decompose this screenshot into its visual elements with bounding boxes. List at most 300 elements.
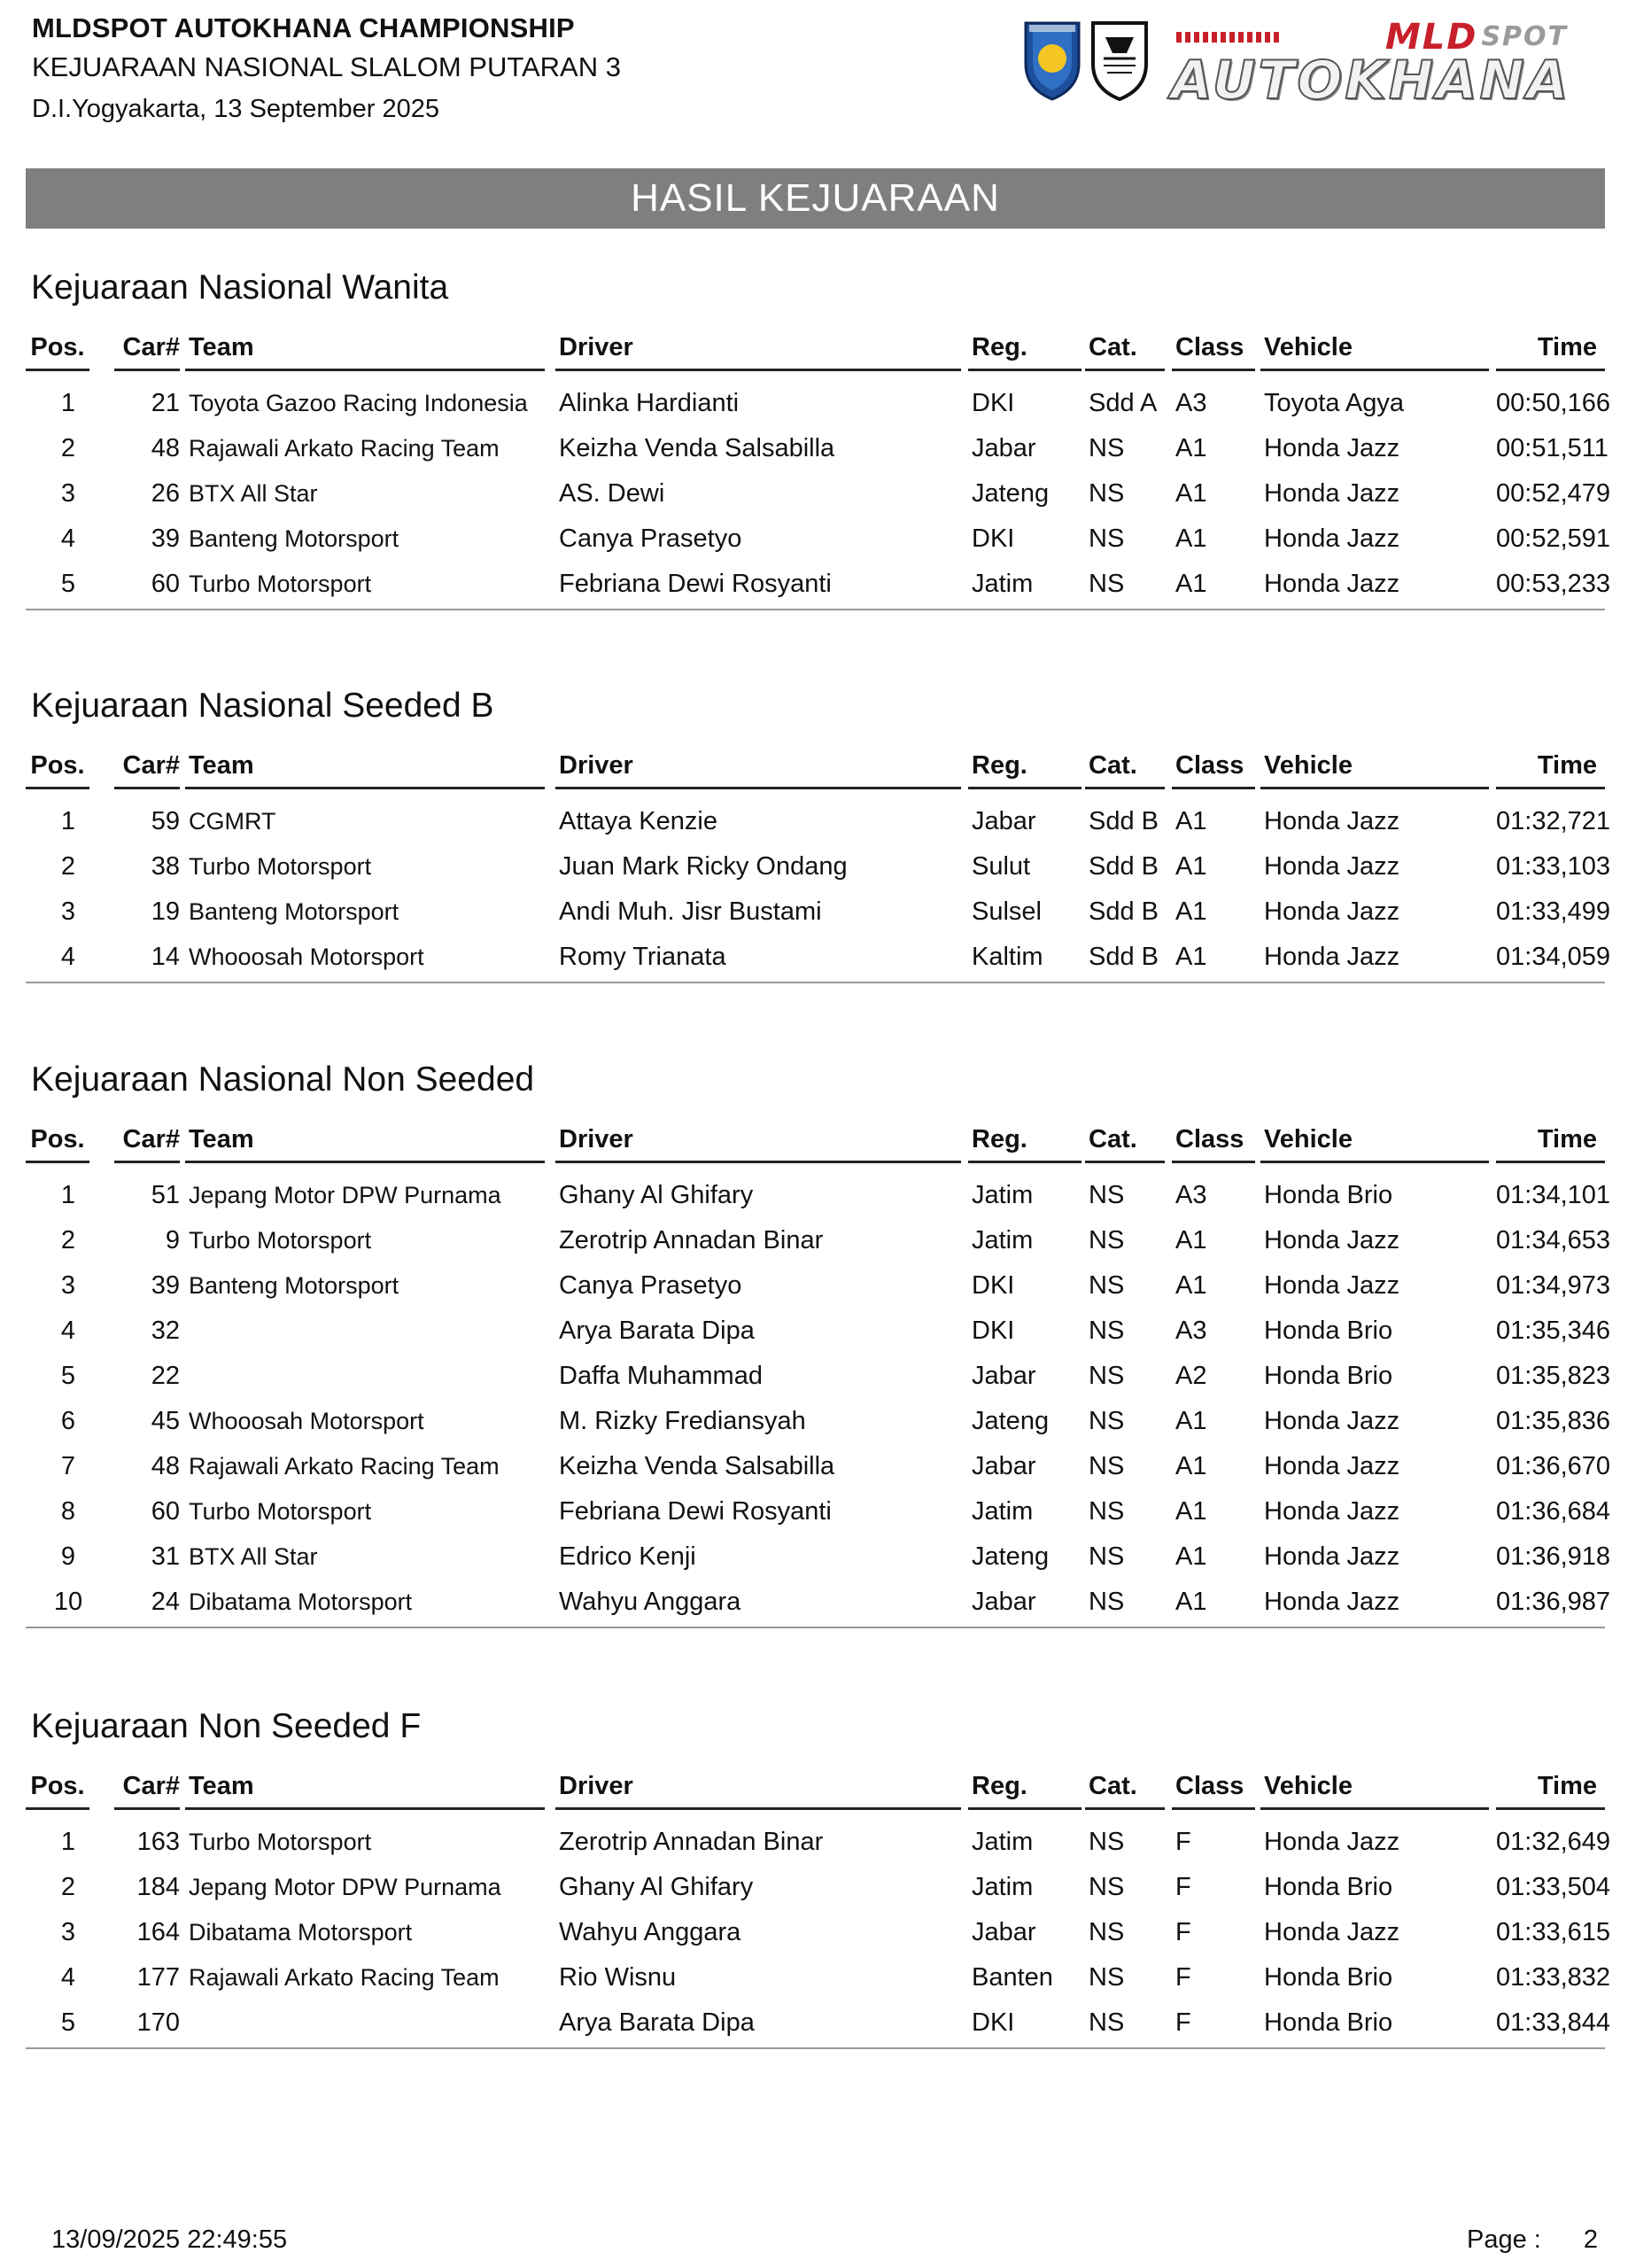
cell-class: A1 (1175, 434, 1207, 462)
column-header-reg: Reg. (968, 744, 1081, 789)
cell-class: F (1175, 1963, 1191, 1992)
cell-pos: 1 (60, 1828, 76, 1856)
cell-team: Jepang Motor DPW Purnama (189, 1874, 501, 1900)
table-row (26, 1263, 1611, 1309)
section-title: Kejuaraan Non Seeded F (31, 1707, 422, 1745)
section-title: Kejuaraan Nasional Seeded B (31, 687, 494, 725)
cell-vehicle: Honda Jazz (1264, 570, 1400, 598)
column-header-reg: Reg. (968, 1118, 1081, 1163)
cell-team: Banteng Motorsport (189, 525, 399, 552)
column-header-team: Team (185, 1118, 545, 1163)
column-header-team: Team (185, 326, 545, 371)
column-header-vehicle: Vehicle (1260, 1118, 1489, 1163)
column-header-pos: Pos. (26, 1765, 89, 1810)
cell-reg: Jabar (972, 1588, 1036, 1616)
cell-pos: 5 (60, 570, 76, 598)
table-row (26, 889, 1611, 935)
cell-time: 01:36,670 (1496, 1452, 1611, 1480)
cell-cat: Sdd B (1089, 852, 1159, 881)
cell-vehicle: Honda Jazz (1264, 479, 1400, 508)
cell-class: A1 (1175, 1542, 1207, 1571)
cell-time: 00:51,511 (1496, 434, 1609, 462)
cell-pos: 3 (60, 1918, 76, 1946)
cell-team: Banteng Motorsport (189, 1272, 399, 1299)
column-header-cat: Cat. (1085, 744, 1165, 789)
column-header-time: Time (1496, 326, 1605, 371)
cell-class: A1 (1175, 1588, 1207, 1616)
cell-class: A1 (1175, 1271, 1207, 1300)
column-header-time: Time (1496, 744, 1605, 789)
cell-car: 45 (151, 1407, 180, 1435)
print-timestamp: 13/09/2025 22:49:55 (51, 2225, 288, 2254)
cell-class: A1 (1175, 1226, 1207, 1254)
table-row (26, 562, 1611, 607)
table-bottom-rule (26, 2047, 1605, 2049)
cell-vehicle: Honda Jazz (1264, 1588, 1400, 1616)
cell-cat: Sdd B (1089, 943, 1159, 971)
table-row (26, 1580, 1611, 1625)
cell-driver: Juan Mark Ricky Ondang (559, 852, 848, 881)
table-row (26, 1910, 1611, 1955)
cell-cat: NS (1089, 1918, 1125, 1946)
championship-title: MLDSPOT AUTOKHANA CHAMPIONSHIP (32, 12, 575, 43)
column-header-team: Team (185, 1765, 545, 1810)
cell-driver: Febriana Dewi Rosyanti (559, 1497, 832, 1526)
cell-car: 170 (136, 2008, 180, 2037)
cell-reg: DKI (972, 389, 1015, 417)
cell-pos: 5 (60, 1362, 76, 1390)
column-header-driver: Driver (555, 744, 961, 789)
cell-time: 01:34,059 (1496, 943, 1611, 971)
cell-vehicle: Honda Jazz (1264, 1542, 1400, 1571)
cell-team: Turbo Motorsport (189, 853, 372, 880)
cell-car: 48 (151, 434, 180, 462)
cell-vehicle: Honda Brio (1264, 2008, 1393, 2037)
cell-driver: Canya Prasetyo (559, 524, 742, 553)
table-row (26, 426, 1609, 471)
cell-cat: NS (1089, 479, 1125, 508)
cell-team: Dibatama Motorsport (189, 1919, 413, 1946)
cell-car: 164 (136, 1918, 180, 1946)
cell-class: F (1175, 1918, 1191, 1946)
cell-vehicle: Toyota Agya (1264, 389, 1404, 417)
cell-pos: 1 (60, 389, 76, 417)
table-row (26, 1955, 1611, 2000)
table-row (26, 799, 1611, 844)
cell-time: 01:33,499 (1496, 897, 1611, 926)
table-row (26, 1218, 1611, 1263)
cell-car: 22 (151, 1362, 180, 1390)
cell-vehicle: Honda Brio (1264, 1317, 1393, 1345)
cell-time: 01:33,615 (1496, 1918, 1611, 1946)
cell-driver: Romy Trianata (559, 943, 726, 971)
logo-mld-text: MLD (1384, 17, 1478, 58)
cell-class: F (1175, 2008, 1191, 2037)
cell-car: 39 (151, 1271, 180, 1300)
cell-driver: Ghany Al Ghifary (559, 1181, 754, 1209)
cell-team: Rajawali Arkato Racing Team (189, 435, 500, 462)
table-row (26, 471, 1611, 517)
cell-reg: Jabar (972, 1452, 1036, 1480)
cell-cat: NS (1089, 1226, 1125, 1254)
cell-class: A3 (1175, 1181, 1207, 1209)
cell-cat: Sdd B (1089, 807, 1159, 835)
cell-pos: 2 (60, 852, 76, 881)
cell-team: Rajawali Arkato Racing Team (189, 1964, 500, 1991)
cell-vehicle: Honda Brio (1264, 1362, 1393, 1390)
cell-pos: 4 (60, 524, 76, 553)
page-number: 2 (1583, 2225, 1598, 2254)
cell-car: 26 (151, 479, 180, 508)
cell-vehicle: Honda Jazz (1264, 897, 1400, 926)
column-header-driver: Driver (555, 1118, 961, 1163)
table-row (26, 935, 1611, 980)
cell-team: Whooosah Motorsport (189, 1408, 424, 1434)
table-row (26, 381, 1611, 426)
cell-reg: Jatim (972, 1873, 1034, 1901)
cell-cat: Sdd B (1089, 897, 1159, 926)
cell-cat: NS (1089, 1317, 1125, 1345)
cell-driver: Edrico Kenji (559, 1542, 696, 1571)
cell-team: Dibatama Motorsport (189, 1588, 413, 1615)
cell-reg: Jateng (972, 479, 1050, 508)
cell-driver: Alinka Hardianti (559, 389, 740, 417)
cell-class: A1 (1175, 852, 1207, 881)
cell-pos: 10 (53, 1588, 83, 1616)
cell-time: 01:36,918 (1496, 1542, 1611, 1571)
cell-vehicle: Honda Jazz (1264, 434, 1400, 462)
cell-pos: 2 (60, 1873, 76, 1901)
cell-team: CGMRT (189, 808, 276, 835)
column-header-car: Car# (114, 1765, 180, 1810)
cell-driver: Keizha Venda Salsabilla (559, 1452, 835, 1480)
slalom-championship-emblem-icon (1088, 18, 1151, 103)
section-title: Kejuaraan Nasional Non Seeded (31, 1060, 535, 1099)
cell-reg: DKI (972, 2008, 1015, 2037)
cell-vehicle: Honda Jazz (1264, 1497, 1400, 1526)
cell-cat: NS (1089, 1828, 1125, 1856)
section-title: Kejuaraan Nasional Wanita (31, 268, 449, 307)
cell-time: 01:34,653 (1496, 1226, 1611, 1254)
column-header-pos: Pos. (26, 744, 89, 789)
cell-cat: NS (1089, 1588, 1125, 1616)
cell-car: 60 (151, 570, 180, 598)
column-header-car: Car# (114, 744, 180, 789)
cell-team: Rajawali Arkato Racing Team (189, 1453, 500, 1480)
cell-cat: NS (1089, 2008, 1125, 2037)
cell-team: Toyota Gazoo Racing Indonesia (189, 390, 528, 416)
cell-driver: Arya Barata Dipa (559, 2008, 755, 2037)
table-row (26, 2000, 1611, 2046)
logo-area (1010, 12, 1577, 110)
table-bottom-rule (26, 609, 1605, 610)
cell-pos: 3 (60, 479, 76, 508)
cell-team: Turbo Motorsport (189, 1829, 372, 1855)
cell-driver: Rio Wisnu (559, 1963, 677, 1992)
event-place-date: D.I.Yogyakarta, 13 September 2025 (32, 95, 440, 123)
results-banner: HASIL KEJUARAAN (26, 168, 1605, 229)
cell-reg: Kaltim (972, 943, 1043, 971)
cell-car: 38 (151, 852, 180, 881)
cell-car: 184 (136, 1873, 180, 1901)
cell-vehicle: Honda Jazz (1264, 1407, 1400, 1435)
cell-time: 01:33,103 (1496, 852, 1611, 881)
logo-stripes (1176, 32, 1283, 43)
table-bottom-rule (26, 982, 1605, 983)
cell-cat: NS (1089, 1873, 1125, 1901)
column-header-vehicle: Vehicle (1260, 744, 1489, 789)
column-header-class: Class (1172, 1765, 1255, 1810)
cell-time: 01:36,684 (1496, 1497, 1611, 1526)
cell-pos: 5 (60, 2008, 76, 2037)
table-row (26, 1309, 1611, 1354)
table-header (26, 744, 1605, 790)
cell-cat: NS (1089, 434, 1125, 462)
cell-cat: Sdd A (1089, 389, 1158, 417)
cell-vehicle: Honda Jazz (1264, 1452, 1400, 1480)
cell-car: 39 (151, 524, 180, 553)
cell-car: 48 (151, 1452, 180, 1480)
cell-cat: NS (1089, 1271, 1125, 1300)
cell-vehicle: Honda Jazz (1264, 807, 1400, 835)
table-row (26, 1489, 1611, 1534)
cell-driver: Canya Prasetyo (559, 1271, 742, 1300)
cell-car: 59 (151, 807, 180, 835)
table-row (26, 517, 1611, 562)
cell-reg: Jabar (972, 1918, 1036, 1946)
cell-driver: Keizha Venda Salsabilla (559, 434, 835, 462)
cell-time: 01:33,844 (1496, 2008, 1611, 2037)
column-header-car: Car# (114, 326, 180, 371)
cell-vehicle: Honda Jazz (1264, 524, 1400, 553)
cell-cat: NS (1089, 1181, 1125, 1209)
cell-reg: Banten (972, 1963, 1053, 1992)
event-subtitle: KEJUARAAN NASIONAL SLALOM PUTARAN 3 (32, 51, 621, 82)
cell-cat: NS (1089, 1407, 1125, 1435)
cell-driver: Daffa Muhammad (559, 1362, 763, 1390)
cell-pos: 2 (60, 434, 76, 462)
cell-reg: DKI (972, 1271, 1015, 1300)
table-row (26, 1444, 1611, 1489)
cell-vehicle: Honda Brio (1264, 1873, 1393, 1901)
cell-time: 01:33,832 (1496, 1963, 1611, 1992)
table-bottom-rule (26, 1627, 1605, 1628)
cell-pos: 4 (60, 943, 76, 971)
cell-cat: NS (1089, 1452, 1125, 1480)
cell-pos: 8 (60, 1497, 76, 1526)
cell-pos: 9 (60, 1542, 76, 1571)
table-row (26, 1865, 1611, 1910)
cell-driver: Zerotrip Annadan Binar (559, 1828, 824, 1856)
cell-car: 19 (151, 897, 180, 926)
column-header-team: Team (185, 744, 545, 789)
cell-class: A1 (1175, 1452, 1207, 1480)
cell-reg: Jatim (972, 570, 1034, 598)
column-header-car: Car# (114, 1118, 180, 1163)
logo-spot-text: SPOT (1481, 21, 1568, 52)
cell-cat: NS (1089, 1362, 1125, 1390)
column-header-reg: Reg. (968, 326, 1081, 371)
cell-reg: Jabar (972, 434, 1036, 462)
cell-car: 14 (151, 943, 180, 971)
column-header-pos: Pos. (26, 1118, 89, 1163)
cell-class: A1 (1175, 807, 1207, 835)
cell-pos: 3 (60, 897, 76, 926)
column-header-time: Time (1496, 1118, 1605, 1163)
cell-driver: Andi Muh. Jisr Bustami (559, 897, 822, 926)
cell-team: BTX All Star (189, 480, 318, 507)
cell-cat: NS (1089, 524, 1125, 553)
cell-driver: Arya Barata Dipa (559, 1317, 755, 1345)
cell-vehicle: Honda Brio (1264, 1963, 1393, 1992)
cell-time: 01:32,721 (1496, 807, 1611, 835)
column-header-pos: Pos. (26, 326, 89, 371)
document-header (32, 11, 621, 129)
cell-time: 01:33,504 (1496, 1873, 1611, 1901)
cell-class: A1 (1175, 524, 1207, 553)
cell-class: A1 (1175, 1407, 1207, 1435)
column-header-cat: Cat. (1085, 1118, 1165, 1163)
cell-driver: Attaya Kenzie (559, 807, 717, 835)
cell-cat: NS (1089, 1497, 1125, 1526)
table-header (26, 1118, 1605, 1164)
cell-car: 32 (151, 1317, 180, 1345)
column-header-class: Class (1172, 744, 1255, 789)
cell-reg: Jabar (972, 807, 1036, 835)
cell-time: 01:34,973 (1496, 1271, 1611, 1300)
cell-cat: NS (1089, 1963, 1125, 1992)
cell-time: 01:36,987 (1496, 1588, 1611, 1616)
column-header-class: Class (1172, 1118, 1255, 1163)
cell-class: A1 (1175, 943, 1207, 971)
cell-time: 01:32,649 (1496, 1828, 1611, 1856)
column-header-cat: Cat. (1085, 326, 1165, 371)
cell-time: 00:52,591 (1496, 524, 1611, 553)
cell-team: BTX All Star (189, 1543, 318, 1570)
column-header-driver: Driver (555, 326, 961, 371)
cell-cat: NS (1089, 570, 1125, 598)
cell-driver: Wahyu Anggara (559, 1588, 741, 1616)
cell-time: 01:34,101 (1496, 1181, 1611, 1209)
table-header (26, 326, 1605, 372)
cell-class: A1 (1175, 897, 1207, 926)
column-header-vehicle: Vehicle (1260, 326, 1489, 371)
cell-car: 60 (151, 1497, 180, 1526)
table-row (26, 1399, 1611, 1444)
table-header (26, 1765, 1605, 1811)
cell-time: 01:35,823 (1496, 1362, 1611, 1390)
imi-emblem-icon (1020, 18, 1084, 103)
cell-pos: 6 (60, 1407, 76, 1435)
cell-vehicle: Honda Jazz (1264, 1918, 1400, 1946)
column-header-vehicle: Vehicle (1260, 1765, 1489, 1810)
column-header-driver: Driver (555, 1765, 961, 1810)
cell-reg: Jatim (972, 1828, 1034, 1856)
cell-pos: 4 (60, 1317, 76, 1345)
cell-reg: DKI (972, 524, 1015, 553)
column-header-cat: Cat. (1085, 1765, 1165, 1810)
cell-class: A1 (1175, 1497, 1207, 1526)
cell-reg: Jateng (972, 1542, 1050, 1571)
cell-cat: NS (1089, 1542, 1125, 1571)
cell-reg: Sulsel (972, 897, 1042, 926)
logo-autokhana-text: AUTOKHANA (1171, 50, 1571, 112)
cell-reg: Sulut (972, 852, 1031, 881)
cell-team: Whooosah Motorsport (189, 944, 424, 970)
cell-driver: AS. Dewi (559, 479, 665, 508)
cell-time: 01:35,836 (1496, 1407, 1611, 1435)
cell-team: Turbo Motorsport (189, 1498, 372, 1525)
cell-reg: Jatim (972, 1497, 1034, 1526)
cell-vehicle: Honda Jazz (1264, 943, 1400, 971)
table-row (26, 1173, 1611, 1218)
cell-class: A2 (1175, 1362, 1207, 1390)
cell-team: Banteng Motorsport (189, 898, 399, 925)
cell-time: 00:52,479 (1496, 479, 1611, 508)
cell-team: Jepang Motor DPW Purnama (189, 1182, 501, 1208)
cell-driver: Ghany Al Ghifary (559, 1873, 754, 1901)
cell-class: A3 (1175, 389, 1207, 417)
cell-driver: M. Rizky Frediansyah (559, 1407, 806, 1435)
cell-driver: Febriana Dewi Rosyanti (559, 570, 832, 598)
cell-car: 163 (136, 1828, 180, 1856)
page-indicator (1467, 2222, 1598, 2257)
cell-team: Turbo Motorsport (189, 571, 372, 597)
cell-car: 177 (136, 1963, 180, 1992)
table-row (26, 1820, 1611, 1865)
cell-vehicle: Honda Jazz (1264, 1226, 1400, 1254)
cell-class: F (1175, 1873, 1191, 1901)
cell-class: A1 (1175, 570, 1207, 598)
cell-vehicle: Honda Brio (1264, 1181, 1393, 1209)
cell-reg: Jabar (972, 1362, 1036, 1390)
mldspot-autokhana-logo (1167, 17, 1575, 112)
cell-vehicle: Honda Jazz (1264, 1828, 1400, 1856)
cell-time: 01:35,346 (1496, 1317, 1611, 1345)
cell-car: 24 (151, 1588, 180, 1616)
cell-vehicle: Honda Jazz (1264, 1271, 1400, 1300)
column-header-class: Class (1172, 326, 1255, 371)
cell-class: A3 (1175, 1317, 1207, 1345)
cell-team: Turbo Motorsport (189, 1227, 372, 1254)
cell-car: 31 (151, 1542, 180, 1571)
page-label: Page : (1467, 2225, 1541, 2254)
cell-driver: Wahyu Anggara (559, 1918, 741, 1946)
cell-pos: 4 (60, 1963, 76, 1992)
table-row (26, 1534, 1611, 1580)
column-header-time: Time (1496, 1765, 1605, 1810)
cell-vehicle: Honda Jazz (1264, 852, 1400, 881)
cell-time: 00:50,166 (1496, 389, 1611, 417)
cell-reg: Jateng (972, 1407, 1050, 1435)
cell-car: 51 (151, 1181, 180, 1209)
cell-reg: Jatim (972, 1226, 1034, 1254)
cell-car: 9 (165, 1226, 180, 1254)
cell-pos: 1 (60, 807, 76, 835)
cell-pos: 3 (60, 1271, 76, 1300)
column-header-reg: Reg. (968, 1765, 1081, 1810)
cell-class: F (1175, 1828, 1191, 1856)
cell-pos: 7 (60, 1452, 76, 1480)
cell-pos: 2 (60, 1226, 76, 1254)
cell-time: 00:53,233 (1496, 570, 1611, 598)
table-row (26, 1354, 1611, 1399)
cell-pos: 1 (60, 1181, 76, 1209)
cell-driver: Zerotrip Annadan Binar (559, 1226, 824, 1254)
cell-reg: DKI (972, 1317, 1015, 1345)
cell-car: 21 (151, 389, 180, 417)
cell-class: A1 (1175, 479, 1207, 508)
